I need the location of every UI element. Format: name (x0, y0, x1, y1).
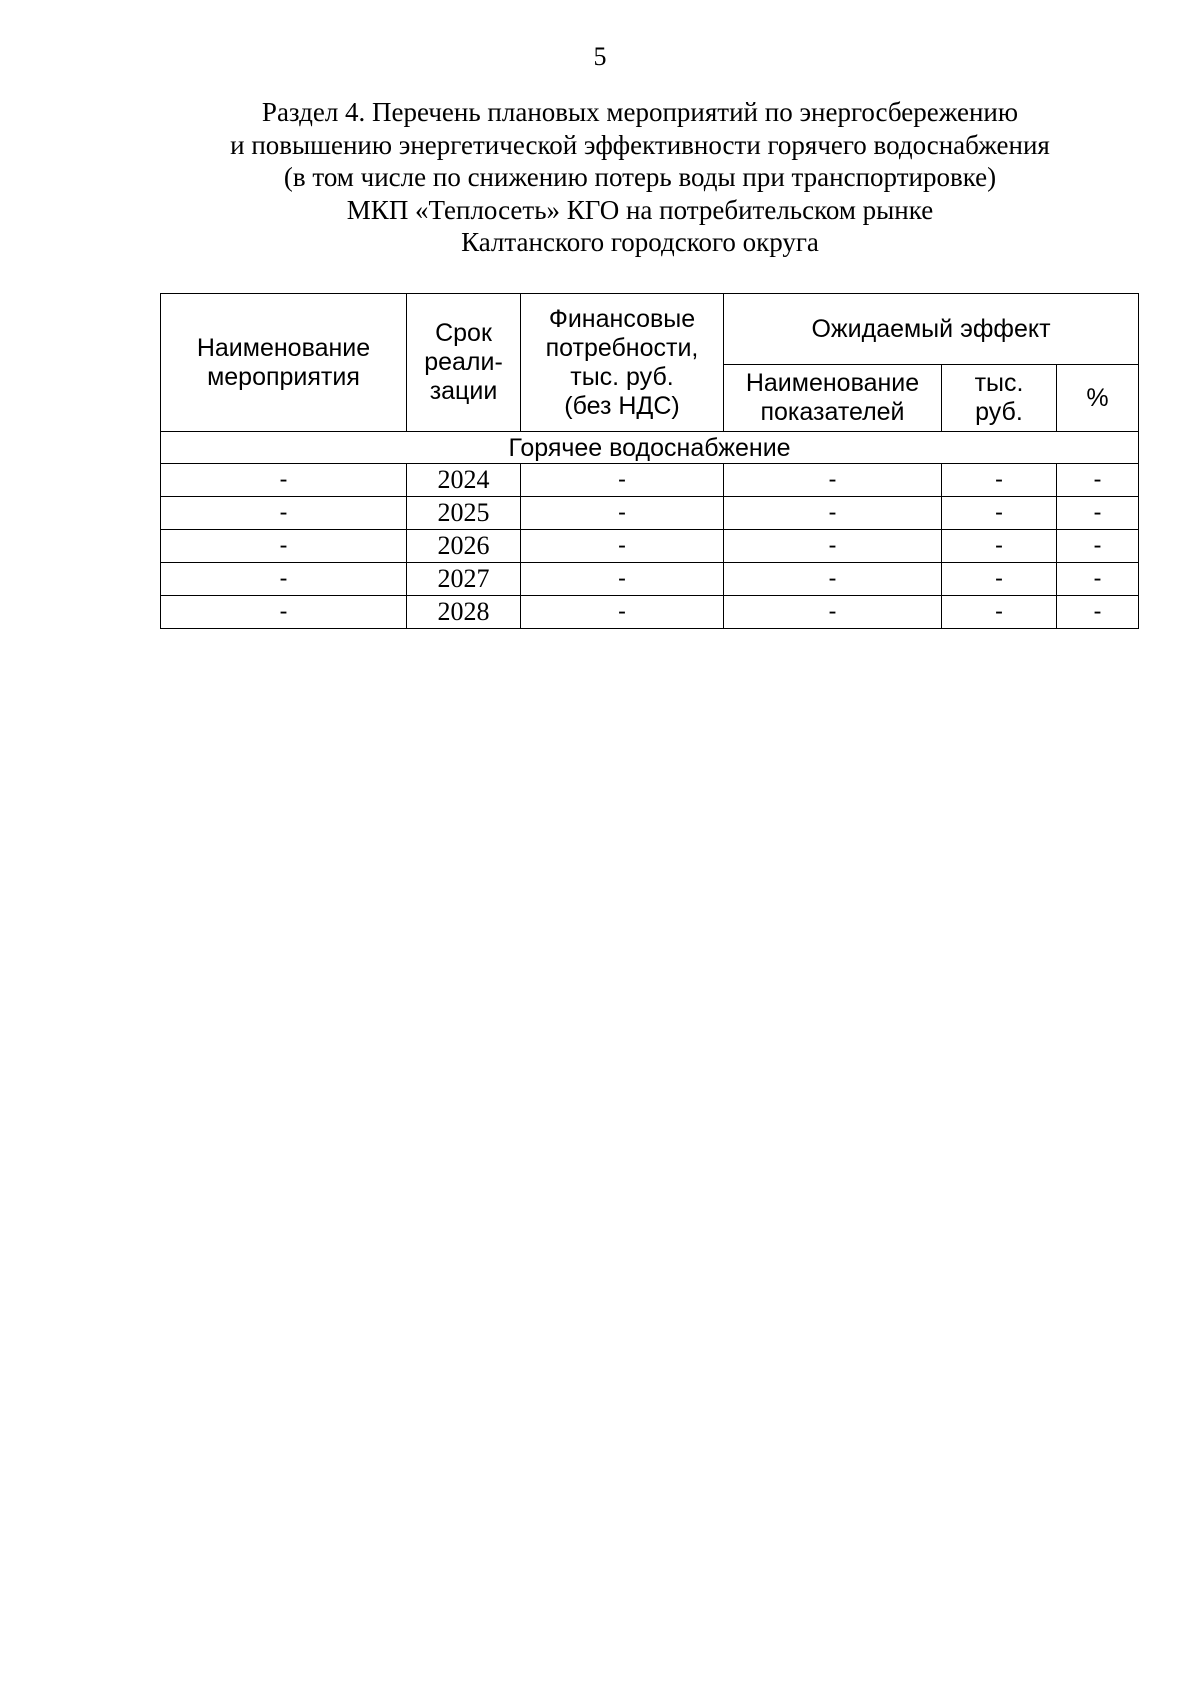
header-text: Финансовые (548, 304, 696, 333)
cell-measure-name: - (161, 464, 407, 497)
cell-finance: - (521, 464, 724, 497)
cell-measure-name: - (161, 596, 407, 629)
cell-measure-name: - (161, 563, 407, 596)
cell-thousand-rub: - (942, 563, 1057, 596)
cell-percent: - (1057, 497, 1139, 530)
cell-thousand-rub: - (942, 497, 1057, 530)
cell-year: 2027 (407, 563, 521, 596)
title-line: Калтанского городского округа (461, 227, 819, 257)
table-row (161, 530, 1139, 563)
header-term (407, 294, 521, 432)
header-expected-effect: Ожидаемый эффект (724, 294, 1139, 365)
cell-measure-name: - (161, 497, 407, 530)
header-text: тыс. руб. (570, 362, 674, 391)
title-line: Раздел 4. Перечень плановых мероприятий по энергосбережению (261, 97, 1019, 127)
header-thousand-rub (942, 365, 1057, 432)
header-percent: % (1057, 365, 1139, 432)
cell-thousand-rub: - (942, 530, 1057, 563)
header-text: Наименование (196, 333, 371, 362)
table-row (161, 464, 1139, 497)
header-text: реали- (424, 348, 503, 376)
header-finance (521, 294, 724, 432)
cell-thousand-rub: - (942, 464, 1057, 497)
cell-percent: - (1057, 464, 1139, 497)
cell-finance: - (521, 563, 724, 596)
cell-indicator: - (724, 530, 942, 563)
cell-percent: - (1057, 530, 1139, 563)
header-text: зации (429, 377, 498, 405)
cell-finance: - (521, 530, 724, 563)
header-text: руб. (975, 398, 1023, 426)
section-title (150, 96, 1130, 259)
table-row (161, 563, 1139, 596)
cell-indicator: - (724, 596, 942, 629)
header-indicators (724, 365, 942, 432)
header-text: мероприятия (207, 362, 360, 391)
cell-year: 2026 (407, 530, 521, 563)
header-text: тыс. (974, 369, 1024, 397)
cell-year: 2024 (407, 464, 521, 497)
header-text: (без НДС) (564, 391, 680, 420)
header-text: Наименование (745, 369, 920, 397)
title-line: и повышению энергетической эффективности горячего водоснабжения (230, 129, 1050, 160)
measures-table (160, 293, 1139, 629)
cell-indicator: - (724, 464, 942, 497)
cell-percent: - (1057, 596, 1139, 629)
cell-finance: - (521, 497, 724, 530)
table-row (161, 497, 1139, 530)
table-section-row (161, 432, 1139, 464)
header-measure-name (161, 294, 407, 432)
table-header-row (161, 294, 1139, 365)
cell-measure-name: - (161, 530, 407, 563)
page-number: 5 (593, 42, 607, 71)
title-line: (в том числе по снижению потерь воды при транспортировке) (283, 162, 997, 192)
header-text: Срок (435, 319, 492, 347)
cell-indicator: - (724, 563, 942, 596)
cell-year: 2028 (407, 596, 521, 629)
header-text: потребности, (545, 333, 699, 362)
cell-indicator: - (724, 497, 942, 530)
table-row (161, 596, 1139, 629)
title-line: МКП «Теплосеть» КГО на потребительском рынке (346, 194, 934, 225)
cell-year: 2025 (407, 497, 521, 530)
cell-thousand-rub: - (942, 596, 1057, 629)
header-text: показателей (760, 398, 905, 426)
cell-finance: - (521, 596, 724, 629)
section-label: Горячее водоснабжение (161, 432, 1139, 464)
cell-percent: - (1057, 563, 1139, 596)
